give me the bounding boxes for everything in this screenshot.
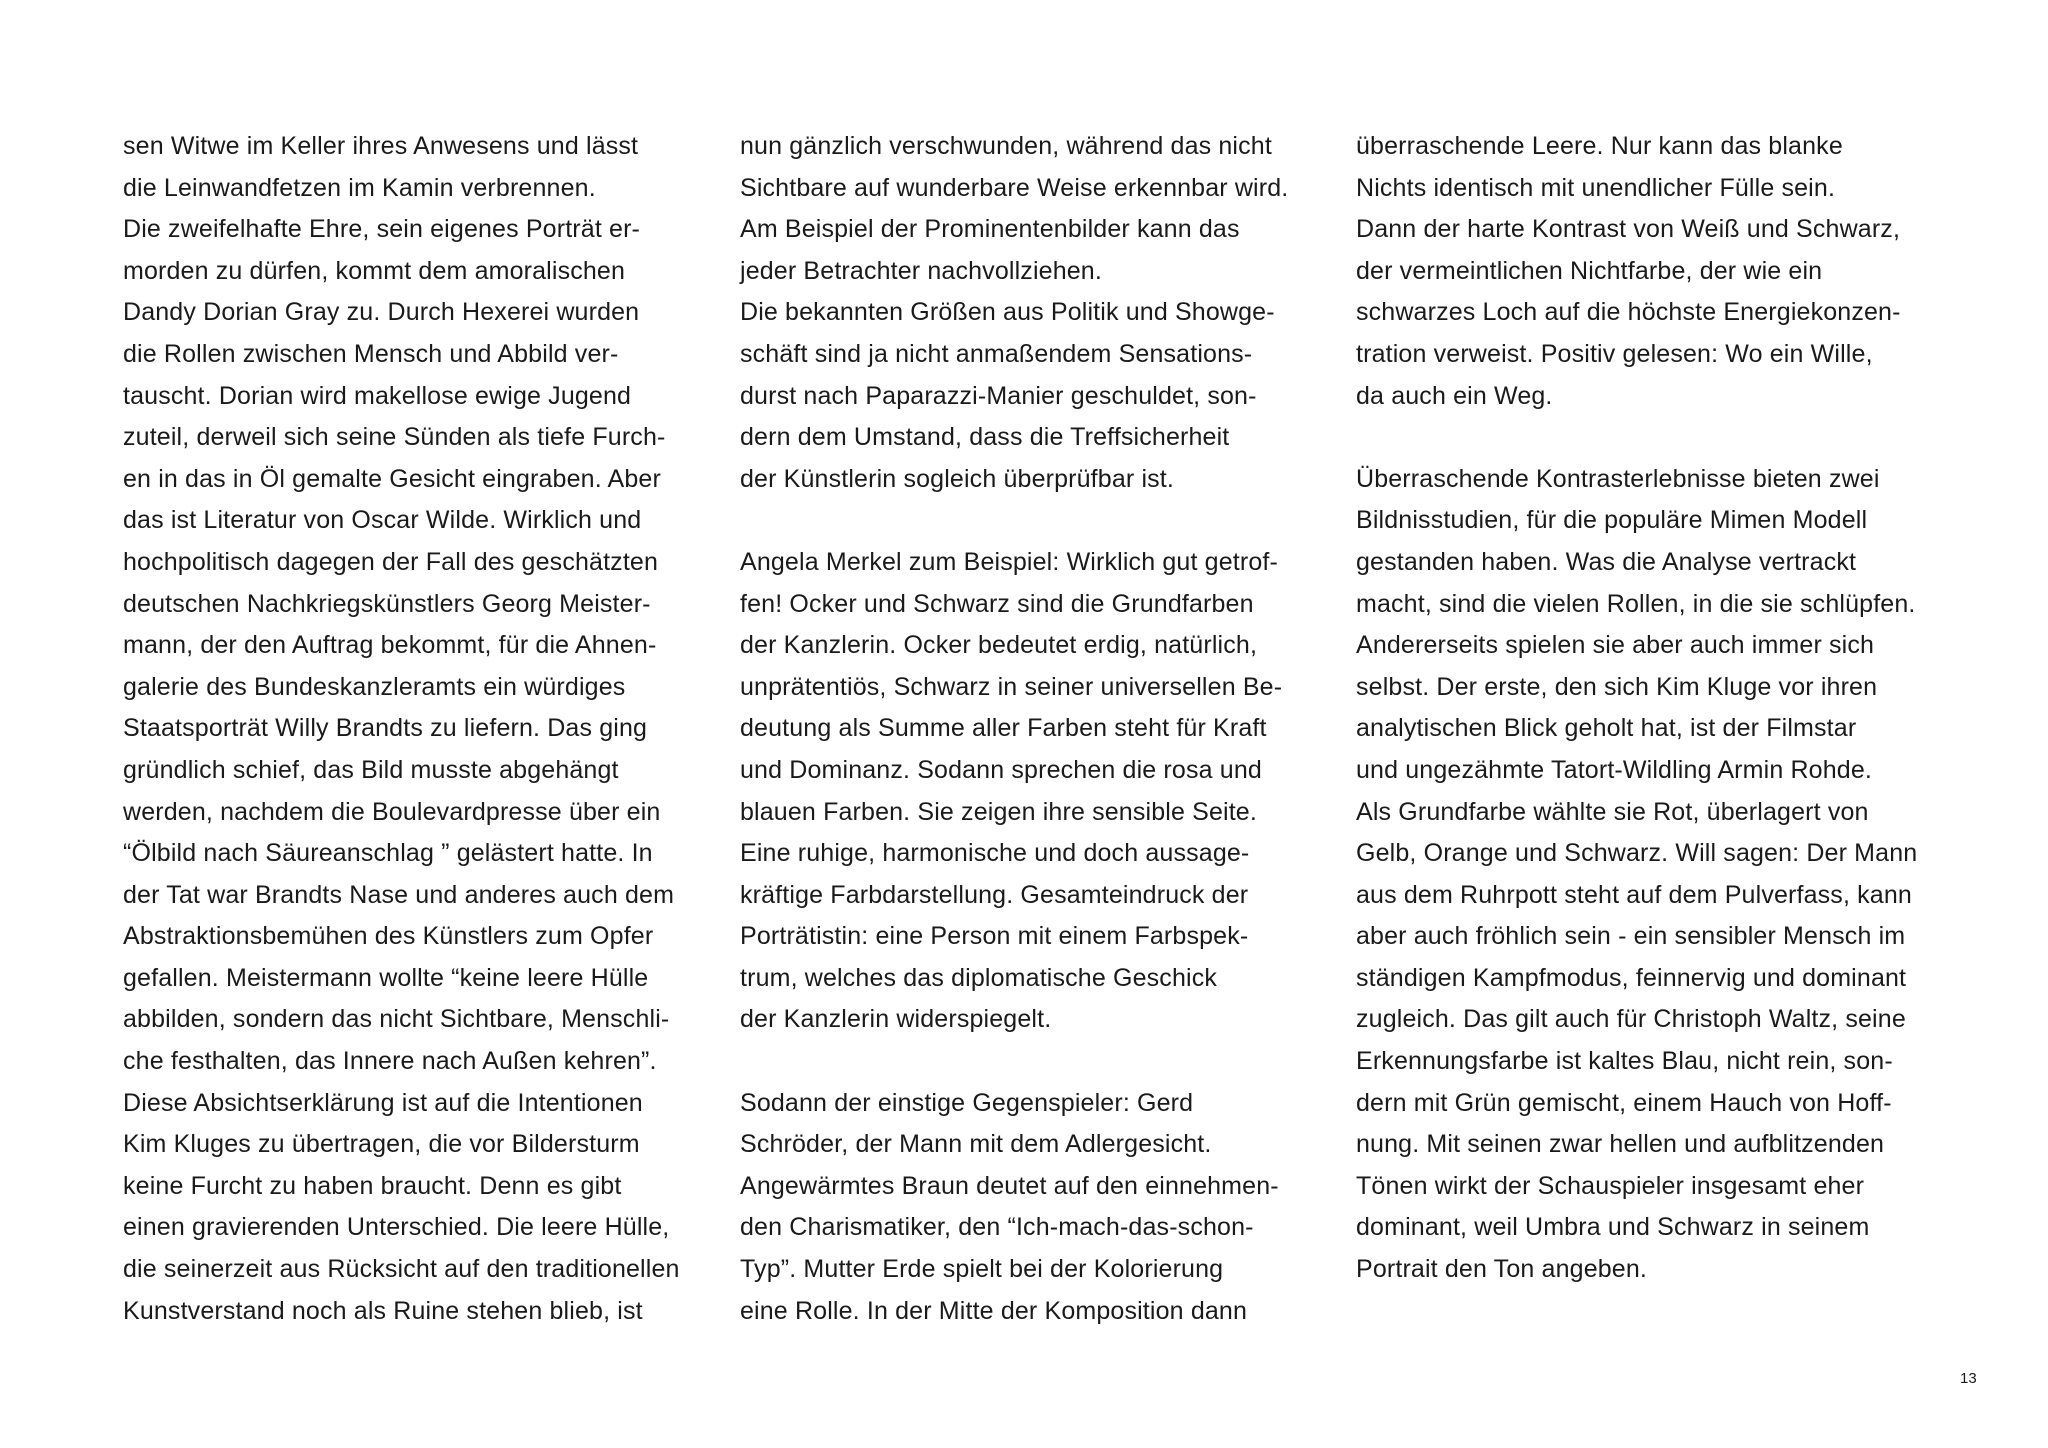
text-line: nun gänzlich verschwunden, während das nicht bbox=[740, 132, 1272, 160]
text-line: Staatsporträt Willy Brandts zu liefern. Das ging bbox=[123, 714, 648, 743]
text-line: Am Beispiel der Prominentenbilder kann das bbox=[740, 215, 1240, 244]
text-line: Schröder, der Mann mit dem Adlergesicht. bbox=[740, 1130, 1212, 1159]
text-line: da auch ein Weg. bbox=[1356, 381, 1553, 410]
text-line: unprätentiös, Schwarz in seiner universellen Be- bbox=[740, 672, 1283, 701]
text-line: schäft sind ja nicht anmaßendem Sensations- bbox=[740, 339, 1253, 368]
text-line: Gelb, Orange und Schwarz. Will sagen: Der Mann bbox=[1356, 839, 1918, 868]
text-line: gestanden haben. Was die Analyse vertrackt bbox=[1356, 547, 1857, 576]
text-line: Überraschende Kontrasterlebnisse bieten zwei bbox=[1356, 464, 1880, 493]
text-line: Eine ruhige, harmonische und doch aussage- bbox=[740, 839, 1250, 868]
text-line: der Künstlerin sogleich überprüfbar ist. bbox=[740, 464, 1175, 493]
text-line: der vermeintlichen Nichtfarbe, der wie ein bbox=[1356, 256, 1823, 285]
text-column-3 bbox=[1356, 126, 1956, 1291]
text-line: Portrait den Ton angeben. bbox=[1356, 1255, 1648, 1284]
text-line: Angewärmtes Braun deutet auf den einnehmen- bbox=[740, 1171, 1279, 1200]
text-line: Kunstverstand noch als Ruine stehen blieb, ist bbox=[123, 1296, 643, 1325]
text-line: Die zweifelhafte Ehre, sein eigenes Porträt er- bbox=[123, 215, 641, 244]
text-column-2 bbox=[740, 126, 1340, 1332]
text-line: Dann der harte Kontrast von Weiß und Schwarz, bbox=[1356, 215, 1901, 244]
text-line: Typ”. Mutter Erde spielt bei der Kolorierung bbox=[740, 1255, 1224, 1284]
page-number: 13 bbox=[1960, 1370, 1977, 1387]
text-line: dern mit Grün gemischt, einem Hauch von Hoff- bbox=[1356, 1088, 1892, 1117]
text-line: blauen Farben. Sie zeigen ihre sensible Seite. bbox=[740, 797, 1257, 826]
text-line: trum, welches das diplomatische Geschick bbox=[740, 963, 1218, 992]
text-line: tauscht. Dorian wird makellose ewige Jugend bbox=[123, 381, 632, 410]
text-line: dern dem Umstand, dass die Treffsicherheit bbox=[740, 423, 1230, 452]
text-line: aber auch fröhlich sein - ein sensibler Mensch im bbox=[1356, 922, 1906, 951]
paragraph-break bbox=[740, 1041, 1340, 1083]
text-line: Porträtistin: eine Person mit einem Farbspek- bbox=[740, 922, 1249, 951]
text-line: den Charismatiker, den “Ich-mach-das-schon- bbox=[740, 1213, 1254, 1242]
text-line: macht, sind die vielen Rollen, in die sie schlüpfen. bbox=[1356, 589, 1916, 618]
text-line: und ungezähmte Tatort-Wildling Armin Rohde. bbox=[1356, 755, 1872, 784]
text-line: tration verweist. Positiv gelesen: Wo ein Wille, bbox=[1356, 339, 1873, 368]
text-line: eine Rolle. In der Mitte der Komposition dann bbox=[740, 1296, 1248, 1325]
text-line: Andererseits spielen sie aber auch immer sich bbox=[1356, 631, 1875, 660]
text-line: mann, der den Auftrag bekommt, für die Ahnen- bbox=[123, 631, 657, 660]
text-line: “Ölbild nach Säureanschlag ” gelästert hatte. In bbox=[123, 839, 653, 868]
text-line: deutung als Summe aller Farben steht für Kraft bbox=[740, 714, 1267, 743]
paragraph-break bbox=[1356, 417, 1956, 459]
text-line: die Leinwandfetzen im Kamin verbrennen. bbox=[123, 173, 596, 202]
text-line: die Rollen zwischen Mensch und Abbild ver- bbox=[123, 339, 619, 368]
text-line: che festhalten, das Innere nach Außen kehren”. bbox=[123, 1047, 657, 1076]
text-line: fen! Ocker und Schwarz sind die Grundfarben bbox=[740, 589, 1254, 618]
text-line: einen gravierenden Unterschied. Die leere Hülle, bbox=[123, 1213, 670, 1242]
text-line: sen Witwe im Keller ihres Anwesens und lässt bbox=[123, 132, 639, 160]
text-line: Dandy Dorian Gray zu. Durch Hexerei wurden bbox=[123, 298, 640, 327]
text-line: kräftige Farbdarstellung. Gesamteindruck der bbox=[740, 880, 1249, 909]
text-line: zuteil, derweil sich seine Sünden als tiefe Furch- bbox=[123, 423, 666, 452]
text-line: überraschende Leere. Nur kann das blanke bbox=[1356, 132, 1843, 160]
text-line: der Tat war Brandts Nase und anderes auch dem bbox=[123, 880, 675, 909]
text-line: schwarzes Loch auf die höchste Energiekonzen- bbox=[1356, 298, 1901, 327]
text-line: Tönen wirkt der Schauspieler insgesamt eher bbox=[1356, 1171, 1865, 1200]
text-line: en in das in Öl gemalte Gesicht eingraben. Aber bbox=[123, 464, 661, 493]
text-line: Sichtbare auf wunderbare Weise erkennbar wird. bbox=[740, 173, 1289, 202]
text-line: deutschen Nachkriegskünstlers Georg Meister- bbox=[123, 589, 651, 618]
text-line: Erkennungsfarbe ist kaltes Blau, nicht rein, son- bbox=[1356, 1047, 1893, 1076]
text-line: Als Grundfarbe wählte sie Rot, überlagert von bbox=[1356, 797, 1869, 826]
text-line: ständigen Kampfmodus, feinnervig und dominant bbox=[1356, 963, 1907, 992]
text-line: Diese Absichtserklärung ist auf die Intentionen bbox=[123, 1088, 643, 1117]
text-line: die seinerzeit aus Rücksicht auf den traditionellen bbox=[123, 1255, 680, 1284]
text-line: Nichts identisch mit unendlicher Fülle sein. bbox=[1356, 173, 1836, 202]
text-line: der Kanzlerin widerspiegelt. bbox=[740, 1005, 1052, 1034]
text-line: galerie des Bundeskanzleramts ein würdiges bbox=[123, 672, 626, 701]
text-line: dominant, weil Umbra und Schwarz in seinem bbox=[1356, 1213, 1870, 1242]
text-line: hochpolitisch dagegen der Fall des geschätzten bbox=[123, 547, 659, 576]
text-line: Bildnisstudien, für die populäre Mimen Modell bbox=[1356, 506, 1868, 535]
text-line: morden zu dürfen, kommt dem amoralischen bbox=[123, 256, 626, 285]
text-line: durst nach Paparazzi-Manier geschuldet, son- bbox=[740, 381, 1257, 410]
text-line: das ist Literatur von Oscar Wilde. Wirklich und bbox=[123, 506, 642, 535]
text-line: zugleich. Das gilt auch für Christoph Waltz, seine bbox=[1356, 1005, 1906, 1034]
text-line: keine Furcht zu haben braucht. Denn es gibt bbox=[123, 1171, 622, 1200]
paragraph-break bbox=[740, 500, 1340, 542]
text-line: Sodann der einstige Gegenspieler: Gerd bbox=[740, 1088, 1194, 1117]
text-line: Kim Kluges zu übertragen, die vor Bildersturm bbox=[123, 1130, 640, 1159]
text-line: Abstraktionsbemühen des Künstlers zum Opfer bbox=[123, 922, 654, 951]
text-line: der Kanzlerin. Ocker bedeutet erdig, natürlich, bbox=[740, 631, 1258, 660]
text-line: abbilden, sondern das nicht Sichtbare, Menschli- bbox=[123, 1005, 670, 1034]
text-line: gefallen. Meistermann wollte “keine leere Hülle bbox=[123, 963, 649, 992]
text-line: aus dem Ruhrpott steht auf dem Pulverfass, kann bbox=[1356, 880, 1912, 909]
text-line: gründlich schief, das Bild musste abgehängt bbox=[123, 755, 619, 784]
text-line: jeder Betrachter nachvollziehen. bbox=[740, 256, 1102, 285]
text-column-1 bbox=[123, 126, 723, 1332]
text-line: nung. Mit seinen zwar hellen und aufblitzenden bbox=[1356, 1130, 1885, 1159]
text-line: Angela Merkel zum Beispiel: Wirklich gut getrof- bbox=[740, 547, 1278, 576]
text-line: werden, nachdem die Boulevardpresse über ein bbox=[123, 797, 661, 826]
text-line: analytischen Blick geholt hat, ist der Filmstar bbox=[1356, 714, 1857, 743]
text-line: selbst. Der erste, den sich Kim Kluge vor ihren bbox=[1356, 672, 1878, 701]
text-line: Die bekannten Größen aus Politik und Showge- bbox=[740, 298, 1275, 327]
text-line: und Dominanz. Sodann sprechen die rosa und bbox=[740, 755, 1262, 784]
